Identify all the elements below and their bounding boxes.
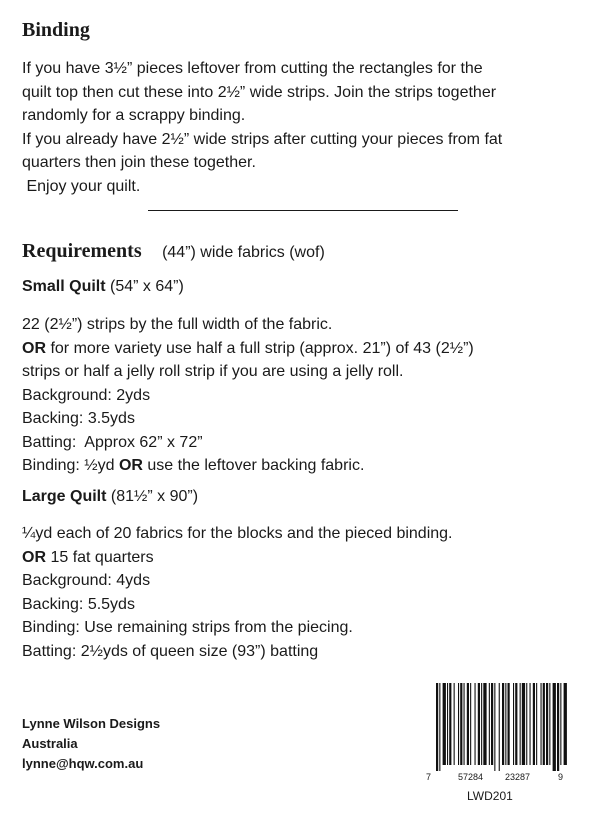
barcode-digit-first: 7 <box>426 772 432 782</box>
barcode-bar <box>533 683 535 765</box>
requirement-line: Batting: 2½yds of queen size (93”) batting <box>22 642 319 660</box>
barcode-bar <box>557 683 559 771</box>
barcode-bar <box>505 683 506 765</box>
barcode-bar <box>458 683 459 765</box>
requirement-line <box>22 454 582 478</box>
barcode-bar <box>494 683 495 771</box>
binding-line: If you have 3½” pieces leftover from cutting the rectangles for the <box>22 60 483 77</box>
requirement-text: use the leftover backing fabric. <box>142 457 365 474</box>
barcode-bar <box>467 683 469 765</box>
barcode-bar <box>549 683 550 765</box>
or-keyword: OR <box>118 457 143 474</box>
barcode-bar <box>541 683 542 765</box>
barcode-bar <box>439 683 440 771</box>
barcode-bar <box>436 683 438 771</box>
or-keyword: OR <box>22 339 46 357</box>
contact-email: lynne@hqw.com.au <box>22 756 144 771</box>
requirement-text: Binding: ½yd <box>22 457 119 474</box>
barcode-bar <box>513 683 514 765</box>
small-quilt-heading <box>22 278 184 296</box>
barcode-bar <box>502 683 504 765</box>
small-quilt-title: Small Quilt <box>22 278 106 295</box>
requirement-line: Batting: Approx 62” x 72” <box>22 433 203 451</box>
binding-line: randomly for a scrappy binding. <box>22 107 246 124</box>
or-keyword: OR <box>22 548 46 566</box>
barcode <box>426 683 570 786</box>
requirement-line <box>22 337 582 361</box>
binding-line: Enjoy your quilt. <box>22 177 141 195</box>
small-quilt-requirements <box>22 313 582 478</box>
barcode-bar <box>475 683 476 765</box>
barcode-bar <box>464 683 465 765</box>
contact-block <box>22 714 160 774</box>
barcode-group-left: 57284 <box>458 772 484 782</box>
barcode-bar <box>564 683 567 765</box>
barcode-bar <box>520 683 521 765</box>
requirements-header <box>22 240 325 263</box>
barcode-bar <box>546 683 548 765</box>
barcode-bar <box>543 683 545 765</box>
barcode-bars <box>430 683 570 771</box>
product-code: LWD201 <box>467 789 513 803</box>
binding-line: If you already have 2½” wide strips after cutting your pieces from fat <box>22 130 503 148</box>
company-name: Lynne Wilson Designs <box>22 716 161 731</box>
barcode-bar <box>447 683 448 765</box>
barcode-group-right: 23287 <box>505 772 531 782</box>
binding-heading: Binding <box>22 19 90 41</box>
requirement-text: 15 fat quarters <box>46 548 154 566</box>
barcode-bar <box>449 683 451 765</box>
requirement-line: Background: 2yds <box>22 386 151 404</box>
requirements-subtitle: (44”) wide fabrics (wof) <box>162 244 325 261</box>
barcode-bar <box>526 683 527 765</box>
barcode-digits <box>426 772 570 786</box>
barcode-bar <box>530 683 531 765</box>
barcode-bar <box>491 683 493 765</box>
barcode-digit-last: 9 <box>558 772 564 782</box>
barcode-bar <box>443 683 446 765</box>
requirement-line: Backing: 3.5yds <box>22 410 135 427</box>
requirement-line: Backing: 5.5yds <box>22 595 135 613</box>
barcode-bar <box>536 683 537 765</box>
barcode-bar <box>470 683 471 765</box>
barcode-bar <box>553 683 556 771</box>
large-quilt-heading <box>22 488 198 506</box>
barcode-bar <box>499 683 500 771</box>
binding-line: quilt top then cut these into 2½” wide strips. Join the strips together <box>22 83 497 101</box>
barcode-bar <box>481 683 482 765</box>
binding-instructions <box>22 57 582 198</box>
requirement-line: strips or half a jelly roll strip if you are using a jelly roll. <box>22 363 404 380</box>
barcode-bar <box>478 683 480 765</box>
large-quilt-size: (81½” x 90”) <box>106 488 199 505</box>
requirement-text: for more variety use half a full strip (approx. 21”) of 43 (2½”) <box>46 339 474 357</box>
requirements-heading: Requirements <box>22 240 142 262</box>
barcode-bar <box>515 683 517 765</box>
requirement-line: Binding: Use remaining strips from the piecing. <box>22 619 353 636</box>
section-divider <box>148 210 458 211</box>
barcode-bar <box>489 683 490 765</box>
barcode-bar <box>522 683 525 765</box>
barcode-bar <box>483 683 486 765</box>
barcode-bar <box>560 683 561 765</box>
large-quilt-requirements <box>22 522 582 663</box>
requirement-line: 22 (2½”) strips by the full width of the fabric. <box>22 316 333 333</box>
large-quilt-title: Large Quilt <box>22 488 107 505</box>
company-country: Australia <box>22 736 78 751</box>
binding-line: quarters then join these together. <box>22 154 256 171</box>
requirement-line: ¼yd each of 20 fabrics for the blocks and the pieced binding. <box>22 525 453 542</box>
barcode-bar <box>454 683 455 765</box>
small-quilt-size: (54” x 64”) <box>105 278 184 295</box>
barcode-bar <box>508 683 510 765</box>
requirement-line <box>22 546 582 570</box>
requirement-line: Background: 4yds <box>22 572 151 589</box>
barcode-bar <box>460 683 462 765</box>
